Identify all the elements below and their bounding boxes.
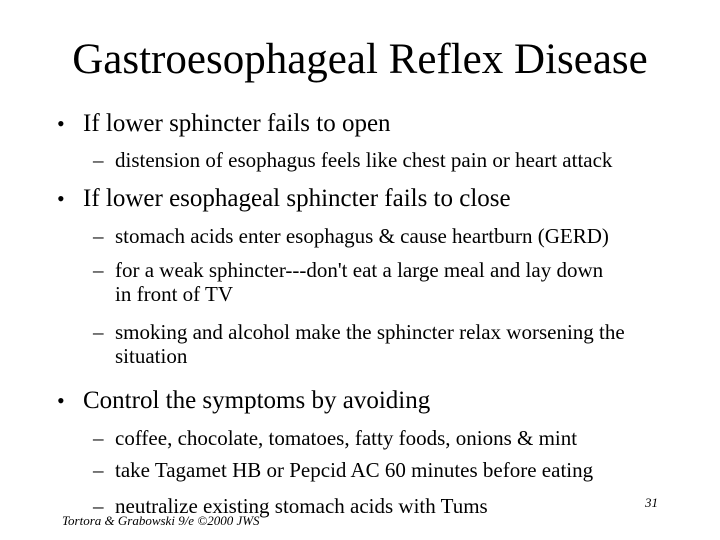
dash-icon: – (93, 224, 104, 248)
sub-bullet-text: neutralize existing stomach acids with Tums (115, 494, 488, 518)
dash-icon: – (93, 494, 104, 518)
slide-title: Gastroesophageal Reflex Disease (72, 36, 648, 83)
bullet-icon: • (57, 186, 65, 211)
sub-bullet-text: take Tagamet HB or Pepcid AC 60 minutes before eating (115, 458, 594, 482)
bullet-text: Control the symptoms by avoiding (83, 387, 431, 414)
sub-bullet-continuation: in front of TV (115, 282, 234, 306)
bullet-text: If lower esophageal sphincter fails to close (83, 185, 511, 212)
sub-bullet-text: distension of esophagus feels like chest pain or heart attack (115, 148, 613, 172)
footer-credit: Tortora & Grabowski 9/e ©2000 JWS (62, 513, 260, 528)
dash-icon: – (93, 258, 104, 282)
dash-icon: – (93, 426, 104, 450)
sub-bullet-text: stomach acids enter esophagus & cause heartburn (GERD) (115, 224, 609, 248)
sub-bullet-text: coffee, chocolate, tomatoes, fatty foods, onions & mint (115, 426, 578, 450)
page-number: 31 (645, 495, 658, 510)
sub-bullet-text: smoking and alcohol make the sphincter relax worsening the (115, 320, 625, 344)
bullet-icon: • (57, 111, 65, 136)
dash-icon: – (93, 320, 104, 344)
sub-bullet-continuation: situation (115, 344, 188, 368)
bullet-text: If lower sphincter fails to open (83, 110, 391, 137)
bullet-icon: • (57, 388, 65, 413)
sub-bullet-text: for a weak sphincter---don't eat a large meal and lay down (115, 258, 604, 282)
dash-icon: – (93, 458, 104, 482)
dash-icon: – (93, 148, 104, 172)
